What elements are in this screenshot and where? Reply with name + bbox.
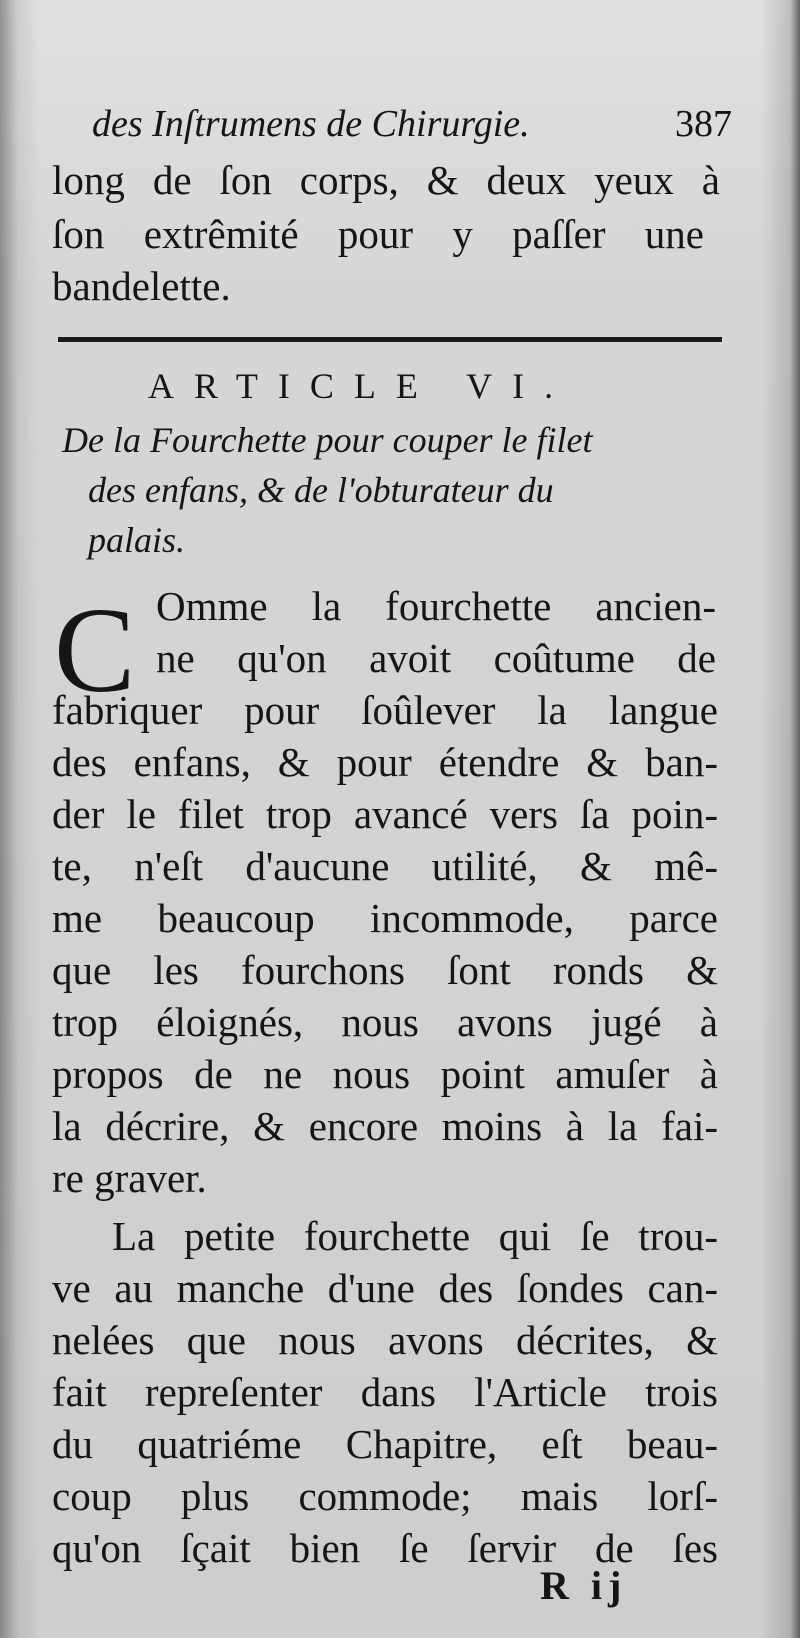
text-line: fabriquer pour ſoûlever la langue — [52, 687, 718, 733]
text-line: re graver. — [52, 1155, 207, 1201]
text-line: nelées que nous avons décrites, & — [52, 1317, 718, 1363]
text-line: long de ſon corps, & deux yeux à — [52, 157, 720, 203]
article-subtitle-line: des enfans, & de l'obturateur du — [88, 470, 554, 510]
running-title: des Inſtrumens de Chirurgie. — [92, 103, 530, 145]
text-line: trop éloignés, nous avons jugé à — [52, 999, 718, 1045]
text-line: du quatriéme Chapitre, eſt beau- — [52, 1421, 718, 1467]
text-line: me beaucoup incommode, parce — [52, 895, 718, 941]
text-line: qu'on ſçait bien ſe ſervir de ſes — [52, 1525, 718, 1571]
text-line: fait repreſenter dans l'Article trois — [52, 1369, 718, 1415]
article-heading: ARTICLE VI. — [148, 366, 574, 406]
text-line: la décrire, & encore moins à la fai- — [52, 1103, 718, 1149]
text-line: ſon extrêmité pour y paſſer une — [52, 211, 704, 257]
text-line: ve au manche d'une des ſondes can- — [52, 1265, 718, 1311]
section-rule — [58, 337, 722, 342]
text-line: ne qu'on avoit coûtume de — [156, 635, 716, 681]
text-line: propos de ne nous point amuſer à — [52, 1051, 718, 1097]
drop-cap: C — [54, 583, 136, 718]
running-header — [92, 102, 732, 162]
article-subtitle-line: palais. — [88, 520, 186, 560]
page-number: 387 — [675, 103, 732, 145]
text-line: coup plus commode; mais lorſ- — [52, 1473, 718, 1519]
text-line: La petite fourchette qui ſe trou- — [112, 1213, 718, 1259]
article-subtitle-line: De la Fourchette pour couper le filet — [62, 420, 593, 460]
text-line: Omme la fourchette ancien- — [156, 583, 716, 629]
text-line: der le filet trop avancé vers ſa poin- — [52, 791, 718, 837]
signature-mark: R ij — [540, 1563, 628, 1608]
text-line: te, n'eſt d'aucune utilité, & mê- — [52, 843, 718, 889]
text-line: bandelette. — [52, 263, 231, 309]
text-line: que les fourchons ſont ronds & — [52, 947, 718, 993]
text-line: des enfans, & pour étendre & ban- — [52, 739, 718, 785]
